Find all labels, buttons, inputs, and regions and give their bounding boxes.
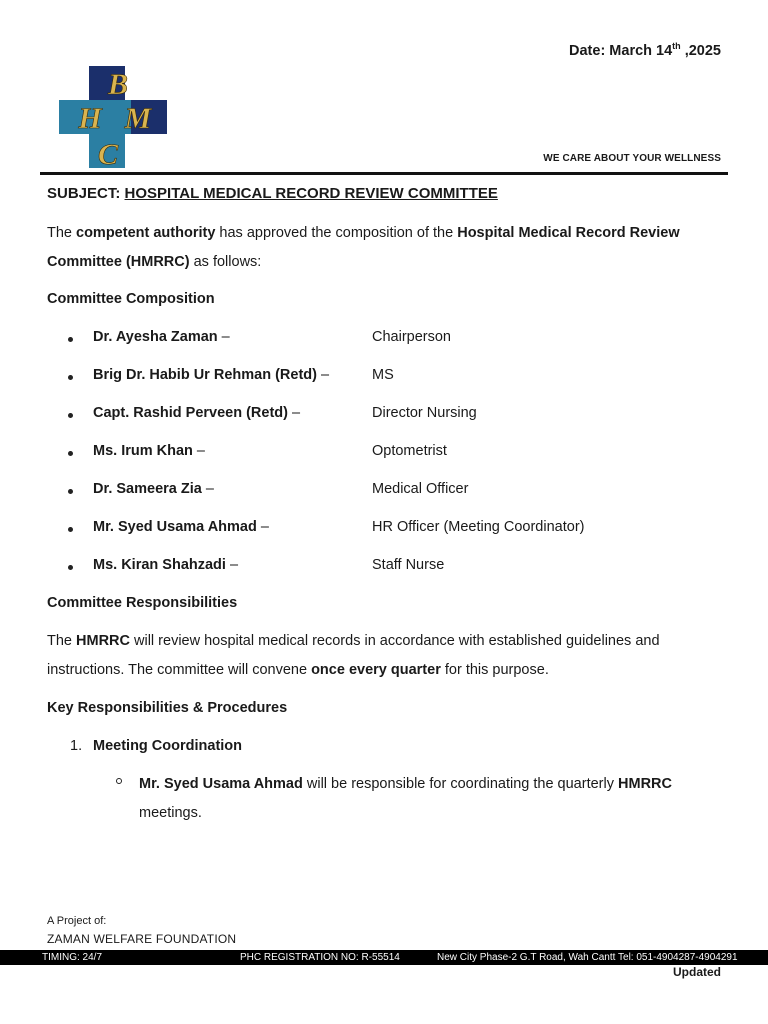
procedure-subitem: Mr. Syed Usama Ahmad will be responsible for coordinating the quarterly HMRRC meetings. — [139, 776, 672, 821]
member-name: Capt. Rashid Perveen (Retd) — [93, 405, 288, 421]
member-role: HR Officer (Meeting Coordinator) — [372, 519, 585, 535]
footer-address: New City Phase-2 G.T Road, Wah Cantt Tel: 051-4904287-4904291 — [437, 952, 738, 963]
foundation-name: ZAMAN WELFARE FOUNDATION — [47, 932, 237, 946]
bullet-icon — [68, 375, 73, 380]
logo-letter-h: H — [78, 102, 102, 135]
member-role: Optometrist — [372, 443, 447, 459]
member-item: Brig Dr. Habib Ur Rehman (Retd) – MS — [47, 367, 727, 387]
footer-bar — [0, 950, 768, 965]
member-item: Ms. Kiran Shahzadi – Staff Nurse — [47, 557, 727, 577]
updated-label: Updated — [673, 965, 721, 979]
item-number: 1. — [70, 738, 83, 754]
bullet-icon — [68, 413, 73, 418]
circle-bullet-icon — [116, 778, 122, 784]
member-item: Capt. Rashid Perveen (Retd) – Director Nursing — [47, 405, 727, 425]
composition-heading: Committee Composition — [47, 291, 215, 307]
bullet-icon — [68, 337, 73, 342]
logo-letter-b: B — [107, 68, 129, 101]
member-name: Mr. Syed Usama Ahmad — [93, 519, 257, 535]
tagline: WE CARE ABOUT YOUR WELLNESS — [543, 153, 721, 164]
procedures-heading: Key Responsibilities & Procedures — [47, 700, 288, 716]
logo-letter-c: C — [97, 138, 119, 171]
intro-paragraph: The competent authority has approved the composition of the Hospital Medical Record Review Committee (HMRRC) as follows: — [47, 225, 680, 270]
item-title: Meeting Coordination — [93, 738, 243, 754]
member-item: Ms. Irum Khan – Optometrist — [47, 443, 727, 463]
bhmc-logo — [56, 64, 170, 172]
subject-label: SUBJECT: — [47, 185, 121, 202]
member-name: Ms. Irum Khan — [93, 443, 193, 459]
bullet-icon — [68, 527, 73, 532]
member-name: Brig Dr. Habib Ur Rehman (Retd) — [93, 367, 317, 383]
header-divider — [40, 172, 728, 175]
bullet-icon — [68, 565, 73, 570]
footer-timing: TIMING: 24/7 — [42, 952, 103, 963]
bullet-icon — [68, 489, 73, 494]
responsibilities-paragraph: The HMRRC will review hospital medical records in accordance with established guidelines and instructions. The committee will convene once every quarter for this purpose. — [47, 633, 660, 678]
member-role: Medical Officer — [372, 481, 469, 497]
bullet-icon — [68, 451, 73, 456]
member-role: Staff Nurse — [372, 557, 445, 573]
procedure-item — [70, 738, 242, 754]
member-role: MS — [372, 367, 394, 383]
footer-registration: PHC REGISTRATION NO: R-55514 — [240, 952, 400, 963]
member-item: Dr. Sameera Zia – Medical Officer — [47, 481, 727, 501]
member-item: Dr. Ayesha Zaman – Chairperson — [47, 329, 727, 349]
responsibilities-heading: Committee Responsibilities — [47, 595, 238, 611]
subject-line — [47, 185, 498, 202]
member-name: Dr. Ayesha Zaman — [93, 329, 218, 345]
member-name: Ms. Kiran Shahzadi — [93, 557, 226, 573]
member-role: Director Nursing — [372, 405, 477, 421]
logo-letter-m: M — [124, 102, 152, 135]
document-date: Date: March 14th ,2025 — [569, 41, 721, 59]
subject-title: HOSPITAL MEDICAL RECORD REVIEW COMMITTEE — [124, 185, 498, 202]
member-role: Chairperson — [372, 329, 451, 345]
member-name: Dr. Sameera Zia — [93, 481, 202, 497]
member-item: Mr. Syed Usama Ahmad – HR Officer (Meeting Coordinator) — [47, 519, 727, 539]
project-label: A Project of: — [47, 915, 107, 927]
